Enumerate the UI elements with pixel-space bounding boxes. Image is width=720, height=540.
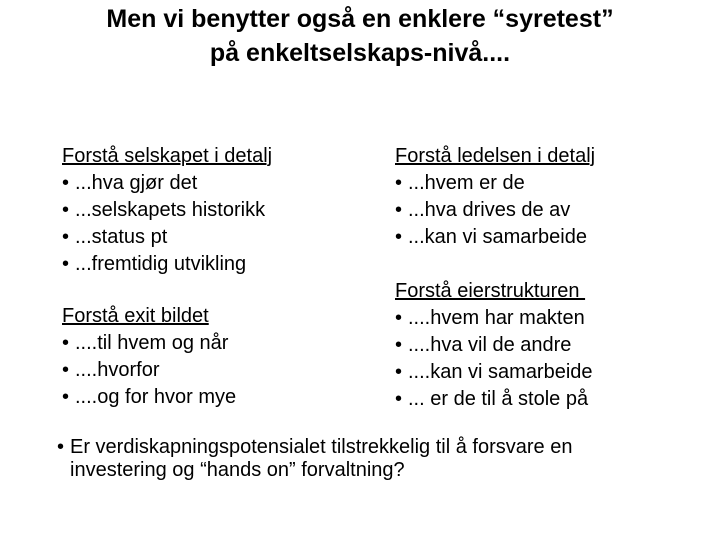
footer-line-2: investering og “hands on” forvaltning? bbox=[70, 459, 405, 481]
bullet-icon: • bbox=[395, 307, 403, 329]
list-item bbox=[62, 253, 390, 276]
bullet-list bbox=[395, 172, 713, 249]
bullet-icon: • bbox=[395, 388, 403, 410]
bullet-icon: • bbox=[62, 199, 70, 221]
bullet-icon: • bbox=[62, 226, 70, 248]
list-item bbox=[395, 172, 713, 195]
slide-title bbox=[0, 2, 720, 70]
bullet-icon: • bbox=[62, 359, 70, 381]
bullet-text: ...hva drives de av bbox=[408, 199, 571, 221]
bullet-icon: • bbox=[62, 253, 70, 275]
bullet-icon: • bbox=[395, 199, 403, 221]
bullet-icon: • bbox=[62, 172, 70, 194]
bullet-icon: • bbox=[395, 361, 403, 383]
bullet-text: ...status pt bbox=[75, 226, 168, 248]
bullet-text: ... er de til å stole på bbox=[408, 388, 589, 410]
list-item bbox=[62, 332, 390, 355]
bullet-list bbox=[395, 307, 713, 411]
list-item bbox=[395, 388, 713, 411]
section-understand-management bbox=[395, 145, 713, 249]
bullet-list bbox=[62, 332, 390, 409]
left-column bbox=[62, 145, 390, 409]
list-item bbox=[395, 361, 713, 384]
title-line-2: på enkeltselskaps-nivå.... bbox=[209, 39, 511, 67]
bullet-text: ...hva gjør det bbox=[75, 172, 198, 194]
bullet-text: ....kan vi samarbeide bbox=[408, 361, 593, 383]
list-item bbox=[395, 226, 713, 249]
section-understand-company bbox=[62, 145, 390, 276]
list-item bbox=[62, 359, 390, 382]
section-heading: Forstå exit bildet bbox=[62, 305, 209, 327]
bullet-text: ....hvorfor bbox=[75, 359, 160, 381]
bullet-text: ....hva vil de andre bbox=[408, 334, 572, 356]
section-heading: Forstå eierstrukturen bbox=[395, 280, 586, 302]
list-item bbox=[62, 226, 390, 249]
bullet-icon: • bbox=[395, 172, 403, 194]
list-item bbox=[395, 199, 713, 222]
footer-bullet bbox=[57, 436, 697, 482]
bullet-text: ....til hvem og når bbox=[75, 332, 229, 354]
bullet-text: ...selskapets historikk bbox=[75, 199, 266, 221]
section-heading: Forstå ledelsen i detalj bbox=[395, 145, 596, 167]
section-heading: Forstå selskapet i detalj bbox=[62, 145, 273, 167]
section-understand-exit bbox=[62, 305, 390, 409]
bullet-icon: • bbox=[395, 334, 403, 356]
list-item bbox=[395, 307, 713, 330]
right-column bbox=[395, 145, 713, 411]
bullet-text: ...fremtidig utvikling bbox=[75, 253, 247, 275]
bullet-icon: • bbox=[62, 386, 70, 408]
list-item bbox=[395, 334, 713, 357]
footer-line-1: Er verdiskapningspotensialet tilstrekkelig til å forsvare en bbox=[70, 436, 573, 458]
list-item bbox=[62, 386, 390, 409]
bullet-text: ...kan vi samarbeide bbox=[408, 226, 587, 248]
bullet-text: ...hvem er de bbox=[408, 172, 525, 194]
footer-text bbox=[70, 436, 572, 482]
list-item bbox=[62, 172, 390, 195]
section-understand-ownership bbox=[395, 280, 713, 411]
bullet-icon: • bbox=[62, 332, 70, 354]
bullet-text: ....hvem har makten bbox=[408, 307, 585, 329]
bullet-text: ....og for hvor mye bbox=[75, 386, 237, 408]
bullet-list bbox=[62, 172, 390, 276]
bullet-icon: • bbox=[395, 226, 403, 248]
title-line-1: Men vi benytter også en enklere “syretest” bbox=[106, 5, 614, 33]
list-item bbox=[62, 199, 390, 222]
bullet-icon: • bbox=[57, 436, 65, 458]
